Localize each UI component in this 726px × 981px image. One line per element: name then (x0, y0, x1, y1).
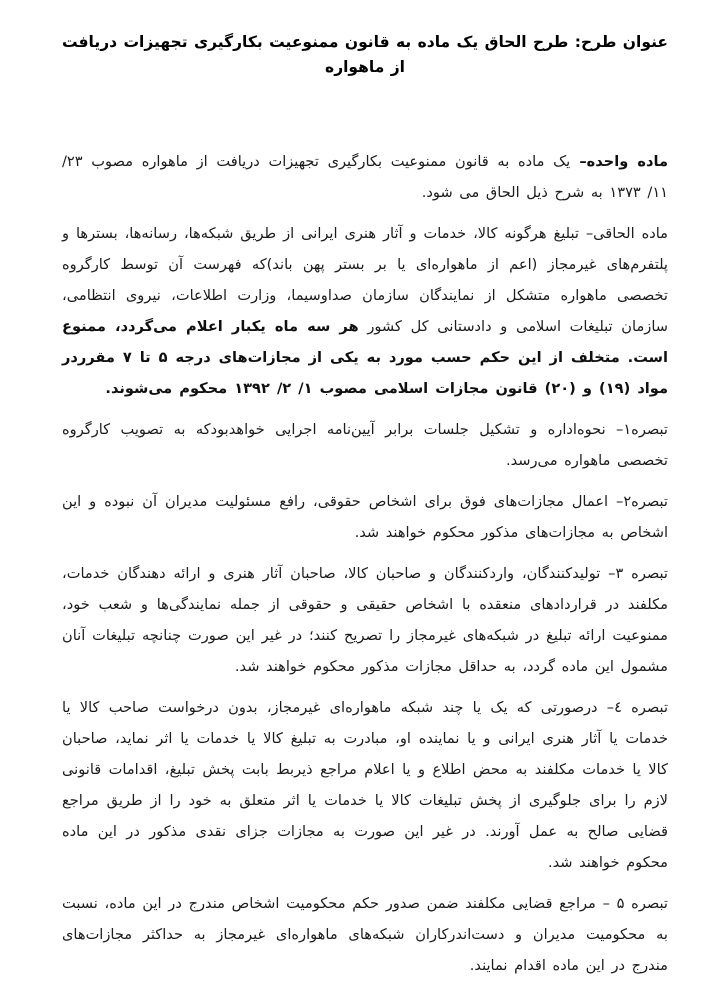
bold-text-run: ماده واحده– (570, 153, 669, 170)
bold-text-run: هر سه ماه یکبار اعلام می‌گردد، ممنوع است. متخلف از این حکم حسب مورد به یکی از مجازات‌های درجه ۵ تا ۷ مقرردر مواد (۱۹) و (۲۰) قانون مجازات اسلامی مصوب ۱/ ۲/ ۱۳۹۲ محکوم می‌شوند. (62, 318, 669, 397)
paragraph-tabsareh-2 (62, 486, 668, 548)
text-run: تبصره۲– اعمال مجازات‌های فوق برای اشخاص حقوقی، رافع مسئولیت مدیران آن نبوده و این اشخاص به مجازات‌های مذکور محکوم خواهند شد. (62, 493, 668, 541)
text-run: یک ماده به قانون ممنوعیت بکارگیری تجهیزات دریافت از ماهواره مصوب ۲۳/ ۱۱/ ۱۳۷۳ به شرح ذیل الحاق می شود. (62, 153, 668, 201)
paragraph-tabsareh-3 (62, 558, 668, 682)
paragraph-tabsareh-1 (62, 414, 668, 476)
paragraph-tabsareh-4 (62, 692, 668, 878)
text-run: تبصره ٤– درصورتی که یک یا چند شبکه ماهواره‌ای غیرمجاز، بدون درخواست صاحب کالا یا خدمات یا آثار هنری ایرانی و یا نماینده او، مبادرت به تبلیغ کالا یا خدمات یا اثر نماید، صاحبان کالا یا خدمات مکلفند به محض اطلاع و یا اعلام مراجع ذیربط بابت پخش تبلیغ، اقدامات قانونی لازم را برای جلوگیری از پخش تبلیغات کالا یا خدمات یا اثر متعلق به خود را از طریق مراجع قضایی صالح به عمل آورند. در غیر این صورت به مجازات جزای نقدی مذکور در این ماده محکوم خواهند شد. (62, 699, 668, 871)
text-run: تبصره ۵ – مراجع قضایی مکلفند ضمن صدور حکم محکومیت اشخاص مندرج در این ماده، نسبت به محکومیت مدیران و دست‌اندرکاران شبکه‌های ماهواره‌ای غیرمجاز به حداکثر مجازات‌های مندرج در این ماده اقدام نمایند. (62, 895, 668, 974)
text-run: تبصره۱– نحوه‌اداره و تشکیل جلسات برابر آیین‌نامه اجرایی خواهدبودکه به تصویب کارگروه تخصصی ماهواره می‌رسد. (62, 421, 668, 469)
paragraph-madeh-vahedeh (62, 146, 668, 208)
document-body (62, 146, 668, 981)
text-run: تبصره ۳– تولیدکنندگان، واردکنندگان و صاحبان کالا، صاحبان آثار هنری و ارائه دهندگان خدمات، مکلفند در قراردادهای منعقده با اشخاص حقیقی و حقوقی از جمله نمایندگی‌ها و شعب خود، ممنوعیت ارائه تبلیغ در شبکه‌های غیرمجاز را تصریح کنند؛ در غیر این صورت چنانچه تبلیغات آنان مشمول این ماده گردد، به حداقل مجازات مذکور محکوم خواهند شد. (62, 565, 668, 675)
text-run: ماده الحاقی– تبلیغ هرگونه کالا، خدمات و آثار هنری ایرانی از طریق شبکه‌ها، رسانه‌ها، بسترها و پلتفرم‌های غیرمجاز (اعم از ماهواره‌ای یا بر بستر پهن باند)که فهرست آن توسط کارگروه تخصصی ماهواره متشکل از نمایندگان سازمان صداوسیما، وزارت اطلاعات، نیروی انتظامی، سازمان تبلیغات اسلامی و دادستانی کل کشور (62, 225, 668, 335)
paragraph-madeh-elhaghi (62, 218, 668, 404)
document-title: عنوان طرح: طرح الحاق یک ماده به قانون ممنوعیت بکارگیری تجهیزات دریافت از ماهواره (62, 33, 668, 76)
paragraph-tabsareh-5 (62, 888, 668, 981)
